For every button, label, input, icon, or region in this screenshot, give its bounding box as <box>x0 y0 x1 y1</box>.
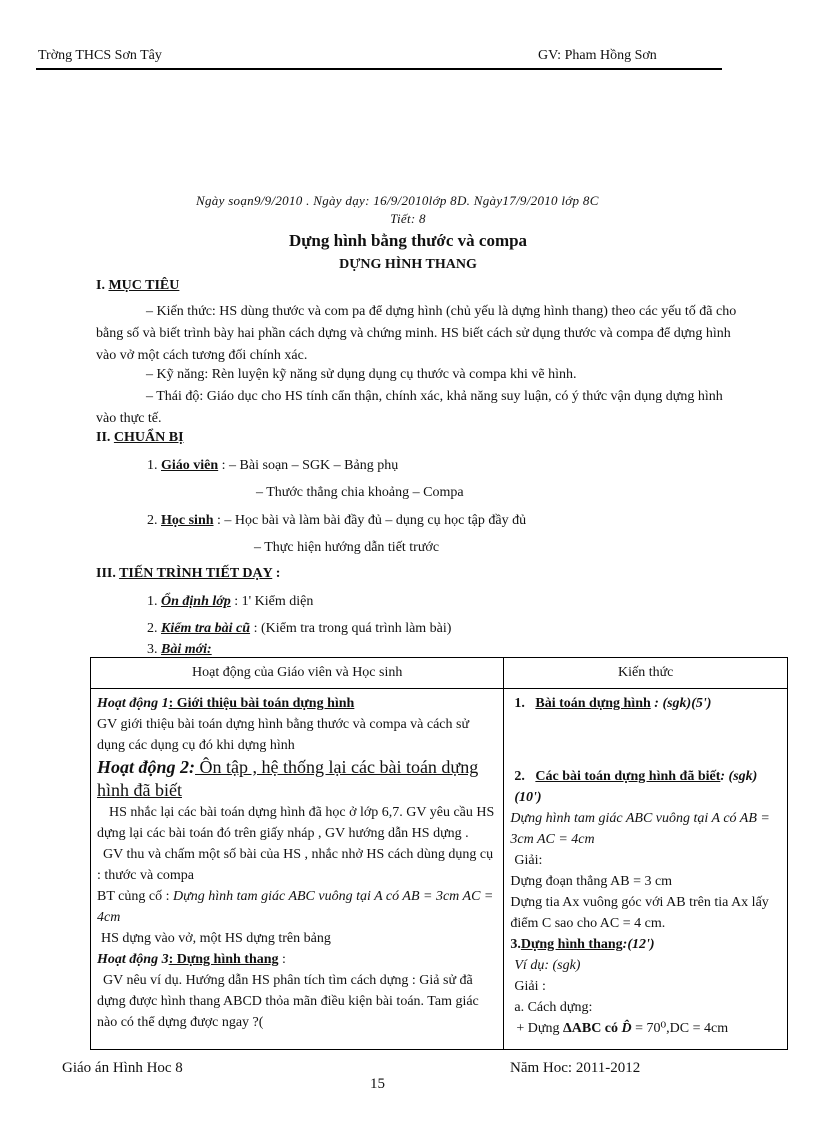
spacer <box>510 714 781 766</box>
prep-teacher <box>147 455 398 477</box>
activity-2-text-1: HS nhắc lại các bài toán dựng hình đã học ở lớp 6,7. GV yêu cầu HS dựng lại các bài toán đó trên giấy nháp , GV hướng dẫn HS dựng . <box>97 805 495 841</box>
section-2-label: CHUẨN BỊ <box>113 430 184 445</box>
activity-table <box>90 657 788 1050</box>
prep-teacher-text: : – Bài soạn – SGK – Bảng phụ <box>218 458 399 473</box>
knowledge-3-heading <box>510 934 781 955</box>
step-3-label: Bài mới: <box>161 642 212 657</box>
knowledge-3-example: Ví dụ: (sgk) <box>514 958 581 973</box>
knowledge-3-tail: :(12') <box>622 937 655 952</box>
prep-student-number: 2. <box>147 513 161 528</box>
exercise-label: BT củng cố : <box>97 889 173 904</box>
activity-3-text: GV nêu ví dụ. Hướng dẫn HS phân tích tìm cách dựng : Giả sử đã dựng được hình thang ABCD thỏa mãn điều kiện bài toán. Tam giác nào có thể dựng được ngay ?( <box>97 973 479 1030</box>
activity-2-label: Hoạt động 2: <box>97 757 196 777</box>
activity-2-heading <box>97 756 497 802</box>
knowledge-1-heading <box>510 693 781 714</box>
section-3-number: III. <box>96 566 120 581</box>
step-1-label: Ổn định lớp <box>161 594 231 609</box>
knowledge-1-label: Bài toán dựng hình <box>535 696 651 711</box>
knowledge-3-step <box>510 1018 781 1039</box>
activity-3-heading <box>97 949 497 970</box>
activity-3-tail: : <box>278 952 286 967</box>
knowledge-2-solution-label: Giải: <box>514 853 543 868</box>
knowledge-3-angle-d: D̂ <box>621 1021 632 1036</box>
activity-1-title: : Giới thiệu bài toán dựng hình <box>168 696 355 711</box>
section-3-heading <box>96 566 280 582</box>
prep-student-label: Học sinh <box>161 513 214 528</box>
knowledge-3-label: Dựng hình thang <box>520 937 623 952</box>
knowledge-1-tail: : (sgk)(5') <box>650 696 712 711</box>
lesson-dates: Ngày soạn9/9/2010 . Ngày dạy: 16/9/2010lớp 8D. Ngày17/9/2010 lớp 8C <box>196 193 599 208</box>
lesson-period: Tiết: 8 <box>390 211 426 226</box>
activity-3-label: Hoạt động 3 <box>97 952 169 967</box>
step-1-number: 1. <box>147 594 161 609</box>
knowledge-3-step-pre: + Dựng <box>516 1021 563 1036</box>
activity-2-text-3: HS dựng vào vở, một HS dựng trên bảng <box>101 931 331 946</box>
activity-1-label: Hoạt động 1 <box>97 696 169 711</box>
table-header-row <box>91 658 788 689</box>
section-3-label: TIẾN TRÌNH TIẾT DẠY <box>119 566 273 581</box>
prep-student <box>147 510 526 532</box>
step-1-text: : 1' Kiểm diện <box>230 594 314 609</box>
activity-1-text: GV giới thiệu bài toán dựng hình bằng thước và compa và cách sử dụng các dụng cụ đó khi dựng hình <box>97 717 470 753</box>
section-2-heading <box>96 430 184 446</box>
footer-left: Giáo án Hình Hoc 8 <box>62 1060 183 1076</box>
step-2-text: : (Kiểm tra trong quá trình làm bài) <box>250 621 452 636</box>
knowledge-2-task: Dựng hình tam giác ABC vuông tại A có AB = 3cm AC = 4cm <box>510 811 770 847</box>
prep-student-text: : – Học bài và làm bài đầy đủ – dụng cụ học tập đầy đủ <box>213 513 527 528</box>
section-3-tail: : <box>272 566 281 581</box>
page-number: 15 <box>370 1076 385 1092</box>
knowledge-3-triangle: ΔABC có <box>562 1021 622 1036</box>
step-2-label: Kiểm tra bài cũ <box>161 621 251 636</box>
knowledge-2-tail: : (sgk)(10') <box>514 769 758 805</box>
prep-student-extra: – Thực hiện hướng dẫn tiết trước <box>254 540 440 555</box>
knowledge-cell <box>504 689 788 1050</box>
activity-2-title: Ôn tập , hệ thống lại các bài toán dựng hình đã biết <box>97 757 479 800</box>
knowledge-1-number: 1. <box>514 696 525 711</box>
header-activities: Hoạt động của Giáo viên và Học sinh <box>91 658 504 689</box>
prep-teacher-number: 1. <box>147 458 161 473</box>
exercise-text: Dựng hình tam giác ABC vuông tại A có AB = 3cm AC = 4cm <box>97 889 494 925</box>
prep-teacher-tools: – Thước thẳng chia khoảng – Compa <box>256 485 464 500</box>
table-row <box>91 689 788 1050</box>
knowledge-2-step-1: Dựng đoạn thẳng AB = 3 cm <box>510 874 673 889</box>
knowledge-3-solution-label: Giải : <box>514 979 546 994</box>
activity-1-heading <box>97 693 497 714</box>
section-1-number: I. <box>96 278 109 293</box>
header-teacher: GV: Pham Hồng Sơn <box>538 48 657 63</box>
activity-2-text-2: GV thu và chấm một số bài của HS , nhắc nhở HS cách dùng dụng cụ : thước và compa <box>97 847 494 883</box>
activity-3-title: : Dựng hình thang <box>168 952 279 967</box>
step-3-number: 3. <box>147 642 161 657</box>
section-1-heading <box>96 278 179 294</box>
header-school: Trờng THCS Sơn Tây <box>38 48 162 63</box>
lesson-subtitle: DỰNG HÌNH THANG <box>339 257 477 272</box>
objective-knowledge: – Kiến thức: HS dùng thước và com pa để dựng hình (chủ yếu là dựng hình thang) theo các yếu tố đã cho bằng số và biết trình bày hai phần cách dựng và chứng minh. HS biết cách sử dụng thước và compa để dựng hình vào vở một cách tương đối chính xác. <box>96 304 737 363</box>
step-1 <box>147 591 313 613</box>
lesson-title: Dựng hình bằng thước và compa <box>288 231 528 250</box>
step-2-number: 2. <box>147 621 161 636</box>
knowledge-3-number: 3. <box>510 937 521 952</box>
knowledge-2-number: 2. <box>514 769 525 784</box>
knowledge-2-step-2: Dựng tia Ax vuông góc với AB trên tia Ax lấy điểm C sao cho AC = 4 cm. <box>510 895 769 931</box>
knowledge-2-label: Các bài toán dựng hình đã biết <box>535 769 721 784</box>
footer-right: Năm Hoc: 2011-2012 <box>510 1060 641 1076</box>
section-2-number: II. <box>96 430 114 445</box>
section-1-label: MỤC TIÊU <box>108 278 180 293</box>
header-knowledge: Kiến thức <box>504 658 788 689</box>
header-rule <box>36 68 722 70</box>
exercise <box>97 886 497 928</box>
step-2 <box>147 618 451 640</box>
knowledge-2-heading <box>510 766 781 808</box>
prep-teacher-label: Giáo viên <box>161 458 219 473</box>
objective-skill: – Kỹ năng: Rèn luyện kỹ năng sử dụng dụng cụ thước và compa khi vẽ hình. <box>146 367 577 382</box>
activities-cell <box>91 689 504 1050</box>
knowledge-3-step-post: = 70⁰,DC = 4cm <box>631 1021 729 1036</box>
knowledge-3-construction: a. Cách dựng: <box>514 1000 593 1015</box>
objective-attitude: – Thái độ: Giáo dục cho HS tính cẩn thận, chính xác, khả năng suy luận, có ý thức vận dụng dựng hình vào thực tế. <box>96 389 723 426</box>
